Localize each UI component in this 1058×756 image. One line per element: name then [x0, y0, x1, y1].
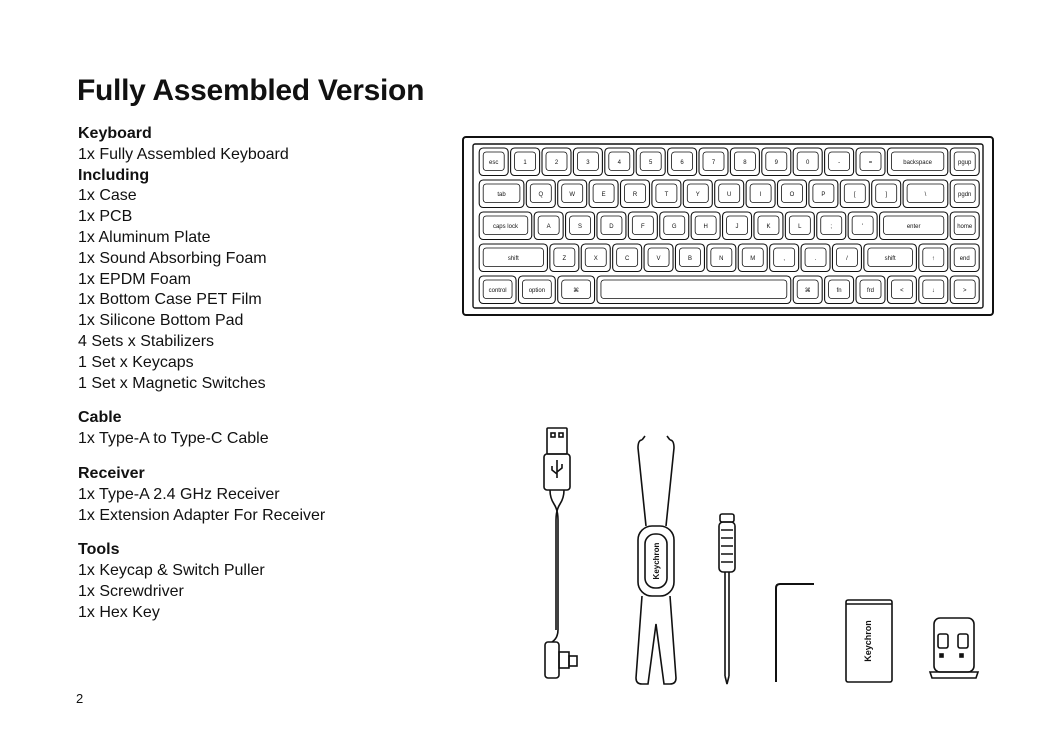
keycap-label: U	[727, 191, 732, 198]
keycap-label: K	[766, 223, 771, 230]
keycap	[817, 212, 846, 240]
keycap	[479, 212, 532, 240]
keycap-label: shift	[507, 255, 519, 262]
usb-cable-icon	[544, 428, 577, 678]
keycap-label: P	[821, 191, 826, 198]
keycap	[856, 276, 885, 304]
keycap	[675, 244, 704, 272]
accessories-illustration	[520, 420, 1000, 690]
keycap	[479, 244, 547, 272]
keycap-label: tab	[497, 191, 506, 198]
keycap-label: -	[838, 159, 841, 166]
keycap-label: end	[959, 255, 970, 262]
keycap-label: 6	[680, 159, 684, 166]
keycap-label: R	[632, 191, 638, 198]
keycap	[707, 244, 736, 272]
keycap-label: pgdn	[958, 191, 972, 198]
list-item: 1x Screwdriver	[78, 582, 184, 600]
keycap	[526, 180, 555, 208]
hex-key-icon	[776, 584, 814, 682]
list-item: 1x Silicone Bottom Pad	[78, 312, 244, 330]
keycap	[613, 244, 642, 272]
keycap	[950, 244, 979, 272]
keycap-label: home	[957, 223, 973, 230]
keycap-label: 3	[586, 159, 590, 166]
section-heading: Cable	[78, 409, 122, 427]
keycap-label: 2	[554, 159, 559, 166]
keycap-label: B	[687, 255, 692, 262]
keycap-label: backspace	[903, 159, 932, 166]
adapter-brand-label: Keychron	[863, 620, 873, 662]
keycap	[840, 180, 869, 208]
keycap	[652, 180, 681, 208]
contents-list	[78, 124, 478, 638]
keycap-label: ⌘	[573, 287, 580, 294]
keycap-label: pgup	[958, 159, 972, 166]
keycap	[856, 148, 885, 176]
keycap-label: V	[656, 255, 661, 262]
keycap	[793, 148, 822, 176]
keycap-label: C	[624, 255, 630, 262]
keycap	[950, 180, 979, 208]
keycap	[699, 148, 728, 176]
keycap-label: caps lock	[492, 223, 518, 230]
keycap	[660, 212, 689, 240]
keycap	[668, 148, 697, 176]
keycap-label: fn	[836, 287, 842, 294]
keycap	[589, 180, 618, 208]
keycap-label: .	[814, 255, 817, 262]
section-cable	[78, 408, 478, 450]
keycap-label: O	[789, 191, 795, 198]
keycap	[919, 276, 948, 304]
keycap-label: S	[578, 223, 583, 230]
keycap-label: control	[488, 287, 507, 294]
keycap	[558, 180, 587, 208]
list-item: 1x Fully Assembled Keyboard	[78, 145, 289, 163]
keycap	[778, 180, 807, 208]
keycap	[770, 244, 799, 272]
list-item: 1x Hex Key	[78, 603, 160, 621]
keycap-label: esc	[489, 159, 499, 166]
section-heading: Including	[78, 166, 150, 184]
keycap-label: >	[962, 287, 967, 294]
keycap	[479, 148, 508, 176]
keycap	[605, 148, 634, 176]
list-item: 1x Case	[78, 187, 137, 205]
keycap-label: Y	[695, 191, 700, 198]
keycap	[738, 244, 767, 272]
keycap-label: ↓	[931, 287, 935, 294]
keycap-label: F	[641, 223, 645, 230]
list-item: 1x Sound Absorbing Foam	[78, 249, 267, 267]
section-receiver	[78, 464, 478, 526]
keycap-label: L	[798, 223, 802, 230]
keycap	[793, 276, 822, 304]
keycap	[864, 244, 917, 272]
keycap	[754, 212, 783, 240]
keycap-label: ↑	[931, 255, 935, 262]
section-tools	[78, 540, 478, 623]
keycap	[597, 276, 791, 304]
keycap	[825, 276, 854, 304]
section-heading: Receiver	[78, 464, 145, 482]
keycap	[644, 244, 673, 272]
keycap-label: /	[846, 255, 848, 262]
page-number: 2	[76, 691, 84, 706]
keycap-label: =	[868, 159, 873, 166]
keycap	[597, 212, 626, 240]
keycap-label: <	[900, 287, 904, 294]
keycap	[542, 148, 571, 176]
keycap-label: ]	[885, 191, 888, 198]
keycap	[832, 244, 861, 272]
keycap	[872, 180, 901, 208]
keycap-label: T	[664, 191, 669, 198]
list-item: 1 Set x Keycaps	[78, 353, 194, 371]
keycap	[746, 180, 775, 208]
keycap-label: enter	[906, 223, 921, 230]
keycap	[950, 212, 979, 240]
keycap-label: ,	[783, 255, 785, 262]
keycap	[715, 180, 744, 208]
list-item: 1x Type-A to Type-C Cable	[78, 430, 269, 448]
keycap	[730, 148, 759, 176]
keycap	[479, 276, 516, 304]
keycap-label: Z	[562, 255, 567, 262]
keycap	[621, 180, 650, 208]
section-keyboard	[78, 124, 478, 166]
keycap-label: ;	[830, 223, 833, 230]
keycap	[950, 148, 979, 176]
keycap-label: A	[546, 223, 551, 230]
keycap	[919, 244, 948, 272]
section-heading: Tools	[78, 541, 120, 559]
list-item: 1x Type-A 2.4 GHz Receiver	[78, 485, 280, 503]
keycap-label: \	[924, 191, 927, 198]
keycap	[518, 276, 555, 304]
keycap-label: W	[569, 191, 576, 198]
keycap-label: 4	[617, 159, 621, 166]
keycap	[479, 180, 524, 208]
keycap-label: 8	[743, 159, 747, 166]
keycap-label: option	[528, 287, 546, 294]
keycap	[511, 148, 540, 176]
section-including	[78, 166, 478, 395]
keycap-label: shift	[884, 255, 896, 262]
keycap	[887, 276, 916, 304]
page-title: Fully Assembled Version	[77, 74, 425, 107]
keycap	[683, 180, 712, 208]
keycap	[581, 244, 610, 272]
keycap-label: '	[862, 223, 864, 230]
keycap	[762, 148, 791, 176]
keycap	[723, 212, 752, 240]
keycap-label: J	[735, 223, 739, 230]
keycap-label: E	[601, 191, 606, 198]
keycap-label: 0	[806, 159, 810, 166]
keycap-label: 5	[649, 159, 653, 166]
keycap-label: Q	[538, 191, 544, 198]
keycap	[785, 212, 814, 240]
keycap	[534, 212, 563, 240]
keycap	[903, 180, 948, 208]
keycap	[848, 212, 877, 240]
list-item: 1x Aluminum Plate	[78, 228, 211, 246]
keycap-label: frd	[866, 287, 875, 294]
keycap	[636, 148, 665, 176]
keycap	[558, 276, 595, 304]
keycap-label: 9	[774, 159, 778, 166]
keycap-label: 7	[711, 159, 716, 166]
keycap	[691, 212, 720, 240]
keycap-label: M	[750, 255, 756, 262]
keycap	[628, 212, 657, 240]
keycap	[825, 148, 854, 176]
keycap	[880, 212, 948, 240]
keycap-label: ⌘	[804, 287, 811, 294]
keycap	[809, 180, 838, 208]
keycap	[566, 212, 595, 240]
keycap-label: D	[609, 223, 614, 230]
keyboard-illustration	[462, 136, 994, 316]
usb-receiver-icon	[930, 618, 978, 678]
keycap-label: H	[703, 223, 708, 230]
list-item: 1x Keycap & Switch Puller	[78, 562, 265, 580]
list-item: 1x Extension Adapter For Receiver	[78, 506, 326, 524]
list-item: 1x PCB	[78, 208, 133, 226]
keycap	[801, 244, 830, 272]
keycap-label: I	[759, 191, 762, 198]
screwdriver-icon	[719, 514, 735, 684]
keycap-label: [	[853, 191, 856, 198]
keycap	[550, 244, 579, 272]
keycap-label: G	[671, 223, 677, 230]
keycap-label: 1	[523, 159, 527, 166]
list-item: 4 Sets x Stabilizers	[78, 332, 215, 350]
keycap	[573, 148, 602, 176]
keycap-label: X	[593, 255, 598, 262]
keycap	[887, 148, 947, 176]
keycap-label: N	[719, 255, 724, 262]
keycap	[950, 276, 979, 304]
list-item: 1x Bottom Case PET Film	[78, 291, 262, 309]
list-item: 1 Set x Magnetic Switches	[78, 374, 266, 392]
puller-brand-label: Keychron	[652, 542, 661, 580]
list-item: 1x EPDM Foam	[78, 270, 191, 288]
section-heading: Keyboard	[78, 125, 152, 142]
